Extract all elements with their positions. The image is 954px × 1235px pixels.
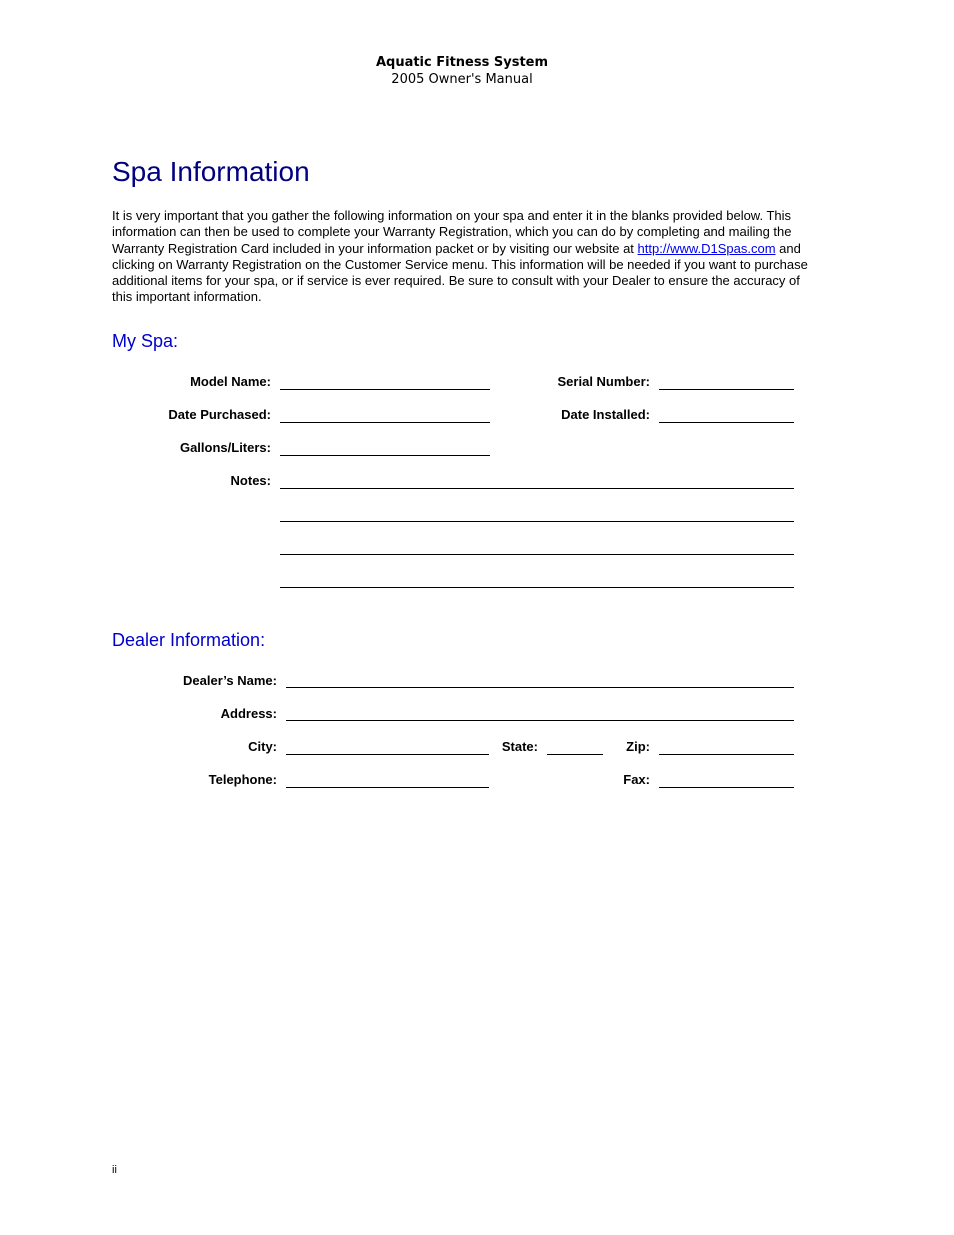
model-name-field[interactable] (280, 389, 490, 390)
my-spa-heading: My Spa: (112, 331, 179, 351)
date-purchased-field[interactable] (280, 422, 490, 423)
dealer-info-heading: Dealer Information: (112, 630, 266, 650)
manual-title: Aquatic Fitness System (375, 55, 549, 70)
telephone-field[interactable] (286, 787, 489, 788)
state-label: State: (501, 739, 538, 754)
date-installed-label: Date Installed: (561, 407, 650, 422)
serial-number-label: Serial Number: (557, 374, 650, 389)
address-field[interactable] (286, 720, 794, 721)
notes-label: Notes: (230, 473, 271, 488)
dealer-name-label: Dealer’s Name: (183, 673, 277, 688)
intro-paragraph (112, 208, 812, 306)
city-field[interactable] (286, 754, 489, 755)
notes-field-line-4[interactable] (280, 587, 794, 588)
page-title: Spa Information (112, 156, 310, 187)
manual-subtitle: 2005 Owner's Manual (391, 72, 533, 87)
fax-field[interactable] (659, 787, 794, 788)
website-link[interactable]: http://www.D1Spas.com (637, 240, 776, 256)
gallons-liters-field[interactable] (280, 455, 490, 456)
notes-field-line-1[interactable] (280, 488, 794, 489)
zip-label: Zip: (626, 739, 650, 754)
serial-number-field[interactable] (659, 389, 794, 390)
state-field[interactable] (547, 754, 603, 755)
intro-text-end: and clicking on Warranty Registration on the Customer Service menu. This information will be needed if you want to purchase additional items for your spa, or if service is ever required. Be sure to consult with your Dealer to ensure the accuracy of this important information. (112, 240, 808, 305)
telephone-label: Telephone: (208, 772, 277, 787)
address-label: Address: (220, 706, 277, 721)
notes-field-line-2[interactable] (280, 521, 794, 522)
intro-text-start: It is very important that you gather the following information on your spa and enter it in the blanks provided below. This information can then be used to complete your Warranty Registration, which you can do by completing and mailing the Warranty Registration Card included in your information packet or by visiting our website at (112, 208, 792, 256)
dealer-name-field[interactable] (286, 687, 794, 688)
date-installed-field[interactable] (659, 422, 794, 423)
gallons-liters-label: Gallons/Liters: (179, 440, 271, 455)
fax-label: Fax: (623, 772, 650, 787)
date-purchased-label: Date Purchased: (168, 407, 271, 422)
model-name-label: Model Name: (190, 374, 271, 389)
notes-field-line-3[interactable] (280, 554, 794, 555)
zip-field[interactable] (659, 754, 794, 755)
page-number: ii (112, 1164, 117, 1176)
city-label: City: (248, 739, 277, 754)
